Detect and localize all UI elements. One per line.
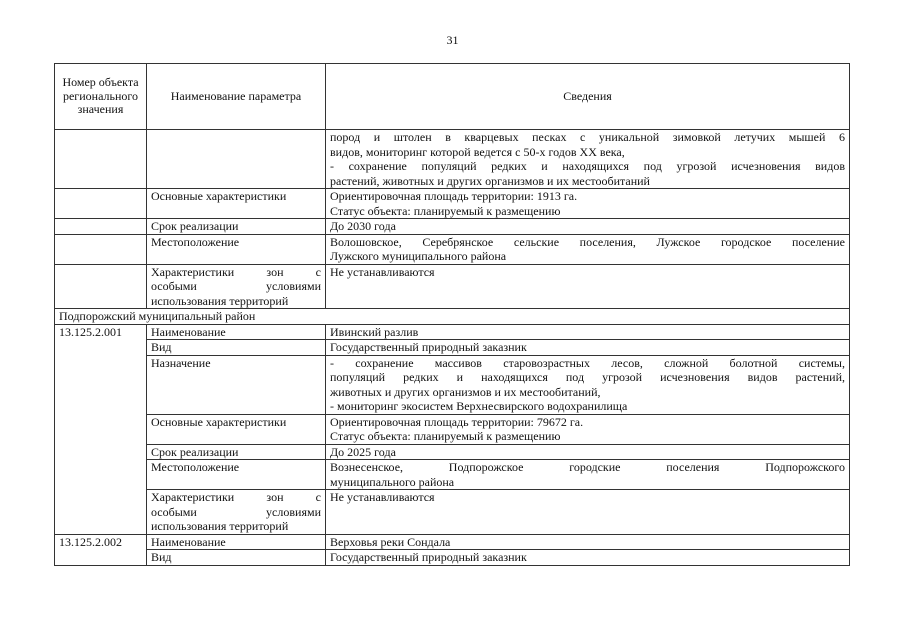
table-row xyxy=(55,219,850,235)
parameter-cell: Вид xyxy=(147,340,326,356)
table-row xyxy=(55,490,850,535)
parameter-line: использования территорий xyxy=(151,519,289,533)
table-row xyxy=(55,460,850,490)
parameter-line: особыми условиями xyxy=(151,504,321,519)
table-row xyxy=(55,234,850,264)
object-number-cell xyxy=(55,219,147,235)
parameter-cell: Вид xyxy=(147,550,326,566)
table-row xyxy=(55,444,850,460)
table-row xyxy=(55,189,850,219)
object-number-cell xyxy=(55,264,147,309)
details-line: Ориентировочная площадь территории: 1913 га. xyxy=(330,189,578,203)
details-cell xyxy=(326,189,850,219)
details-line: Статус объекта: планируемый к размещению xyxy=(330,203,561,218)
objects-table xyxy=(54,63,850,566)
parameter-line: использования территорий xyxy=(151,293,289,308)
header-object-number: Номер объекта регионального значения xyxy=(55,64,147,130)
table-row xyxy=(55,414,850,444)
details-line: Вознесенское, Подпорожское городские поселения Подпорожского xyxy=(330,460,845,474)
table-row xyxy=(55,324,850,340)
details-line: - мониторинг экосистем Верхнесвирского водохранилища xyxy=(330,399,628,413)
object-number-cell xyxy=(55,189,147,219)
details-line: - сохранение массивов старовозрастных лесов, сложной болотной системы, xyxy=(330,355,845,370)
parameter-cell: Местоположение xyxy=(147,460,326,490)
parameter-cell: Основные характеристики xyxy=(147,414,326,444)
object-number-cell: 13.125.2.001 xyxy=(55,324,147,534)
parameter-cell: Наименование xyxy=(147,534,326,550)
details-cell: Не устанавливаются xyxy=(326,264,850,309)
details-cell: До 2025 года xyxy=(326,444,850,460)
details-line: растений, животных и других организмов и их местообитаний xyxy=(330,173,650,188)
section-row xyxy=(55,309,850,325)
parameter-line: Характеристики зон с xyxy=(151,490,321,504)
section-title: Подпорожский муниципальный район xyxy=(55,309,850,325)
parameter-cell xyxy=(147,490,326,535)
parameter-cell: Основные характеристики xyxy=(147,189,326,219)
table-row xyxy=(55,550,850,566)
details-cell: Государственный природный заказник xyxy=(326,550,850,566)
parameter-line: особыми условиями xyxy=(151,279,321,293)
table-row xyxy=(55,264,850,309)
details-line: животных и других организмов и их местообитаний, xyxy=(330,384,601,399)
object-number-cell xyxy=(55,234,147,264)
details-line: - сохранение популяций редких и находящихся под угрозой исчезновения видов xyxy=(330,159,845,173)
table-row xyxy=(55,130,850,189)
table-header-row xyxy=(55,64,850,130)
parameter-cell: Наименование xyxy=(147,324,326,340)
details-line: популяций редких и находящихся под угрозой исчезновения видов растений, xyxy=(330,370,845,384)
details-cell: Верховья реки Сондала xyxy=(326,534,850,550)
table-row xyxy=(55,355,850,414)
details-line: пород и штолен в кварцевых песках с уникальной зимовкой летучих мышей 6 xyxy=(330,130,845,144)
details-cell xyxy=(326,130,850,189)
header-details: Сведения xyxy=(326,64,850,130)
details-line: Лужского муниципального района xyxy=(330,249,507,263)
details-line: Волошовское, Серебрянское сельские поселения, Лужское городское поселение xyxy=(330,234,845,249)
header-parameter-name: Наименование параметра xyxy=(147,64,326,130)
parameter-cell xyxy=(147,264,326,309)
details-cell xyxy=(326,460,850,490)
details-cell: До 2030 года xyxy=(326,219,850,235)
page-number: 31 xyxy=(446,33,459,47)
details-cell xyxy=(326,234,850,264)
details-cell: Ивинский разлив xyxy=(326,324,850,340)
parameter-cell: Срок реализации xyxy=(147,219,326,235)
details-line: муниципального района xyxy=(330,474,455,489)
table-row xyxy=(55,534,850,550)
parameter-line: Характеристики зон с xyxy=(151,264,321,279)
parameter-cell: Местоположение xyxy=(147,234,326,264)
details-cell: Не устанавливаются xyxy=(326,490,850,535)
object-number-cell: 13.125.2.002 xyxy=(55,534,147,565)
details-line: Статус объекта: планируемый к размещению xyxy=(330,429,561,443)
table-row xyxy=(55,340,850,356)
details-cell xyxy=(326,355,850,414)
details-line: видов, мониторинг которой ведется с 50-х годов XX века, xyxy=(330,144,625,159)
details-cell xyxy=(326,414,850,444)
parameter-cell: Срок реализации xyxy=(147,444,326,460)
details-line: Ориентировочная площадь территории: 79672 га. xyxy=(330,414,584,429)
parameter-cell: Назначение xyxy=(147,355,326,414)
parameter-cell xyxy=(147,130,326,189)
object-number-cell xyxy=(55,130,147,189)
details-cell: Государственный природный заказник xyxy=(326,340,850,356)
